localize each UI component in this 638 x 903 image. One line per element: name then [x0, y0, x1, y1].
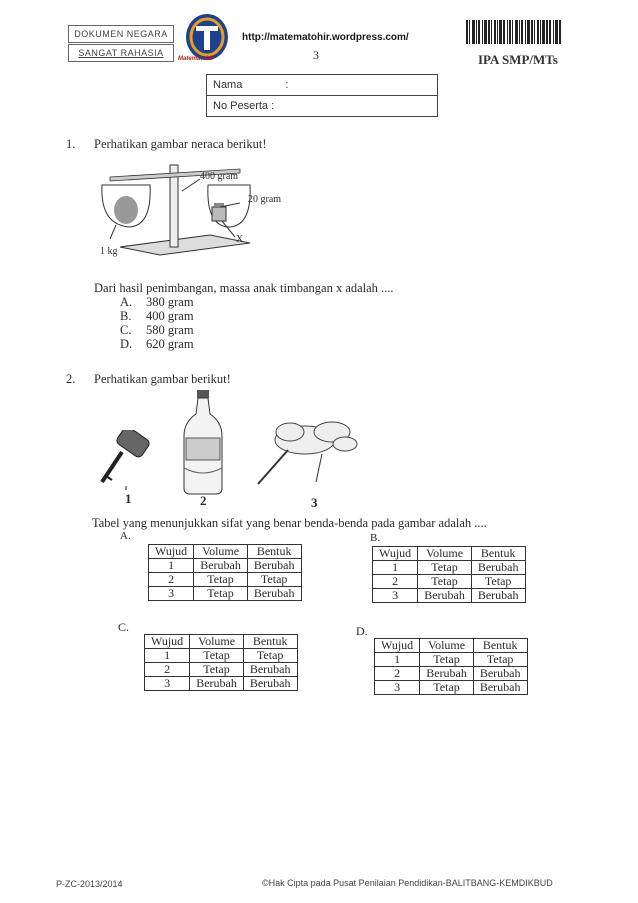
q1-prompt: Perhatikan gambar neraca berikut! — [94, 137, 267, 151]
table-option-c[interactable] — [144, 634, 298, 691]
table-row: 3 Tetap Berubah — [375, 681, 528, 695]
q1-number: 1. — [66, 137, 76, 151]
header-wujud: Wujud — [373, 547, 418, 561]
label-1-kg: 1 kg — [100, 246, 118, 257]
smoke-icon — [250, 410, 360, 490]
q2-stem: Tabel yang menunjukkan sifat yang benar benda-benda pada gambar adalah .... — [92, 516, 487, 530]
balance-scale-icon — [90, 155, 290, 265]
table-row: 2 Tetap Tetap — [373, 575, 526, 589]
fig-number-2: 2 — [200, 493, 207, 508]
page-number: 3 — [313, 48, 319, 62]
option-d-letter: D. — [356, 624, 368, 638]
table-row: 2 Tetap Tetap — [149, 573, 302, 587]
table-row: 1 Tetap Berubah — [373, 561, 526, 575]
doc-label: DOKUMEN NEGARA — [68, 25, 174, 43]
option-c-letter: C. — [118, 620, 130, 634]
table-row: 3 Berubah Berubah — [145, 677, 298, 691]
header-bentuk: Bentuk — [471, 547, 525, 561]
q1-option-c[interactable]: C. 580 gram — [120, 323, 194, 337]
header-volume: Volume — [190, 635, 244, 649]
logo-caption: Matematohir — [178, 56, 214, 62]
peserta-row[interactable] — [207, 95, 437, 116]
table-row: 1 Tetap Tetap — [145, 649, 298, 663]
table-row: 2 Berubah Berubah — [375, 667, 528, 681]
q1-option-b[interactable]: B. 400 gram — [120, 309, 194, 323]
balance-figure — [90, 155, 290, 265]
peserta-label: No Peserta : — [213, 100, 275, 112]
bottle-figure — [180, 388, 226, 498]
table-row: 1 Tetap Tetap — [375, 653, 528, 667]
table-header-row — [375, 639, 528, 653]
table-option-b[interactable] — [372, 546, 526, 603]
footer-code: P-ZC-2013/2014 — [56, 879, 123, 889]
header-wujud: Wujud — [149, 545, 194, 559]
subject-title: IPA SMP/MTs — [478, 52, 558, 67]
header-bentuk: Bentuk — [473, 639, 527, 653]
header-wujud: Wujud — [145, 635, 190, 649]
table-row: 1 Berubah Berubah — [149, 559, 302, 573]
q1-options — [120, 295, 194, 351]
source-url[interactable]: http://matematohir.wordpress.com/ — [242, 32, 409, 43]
q1-option-d[interactable]: D. 620 gram — [120, 337, 194, 351]
classification-label: SANGAT RAHASIA — [68, 44, 174, 62]
footer-copyright: ©Hak Cipta pada Pusat Penilaian Pendidikan-BALITBANG-KEMDIKBUD — [262, 878, 553, 888]
table-option-d[interactable] — [374, 638, 528, 695]
option-a-letter: A. — [120, 530, 131, 542]
q1-option-a[interactable]: A. 380 gram — [120, 295, 194, 309]
table-row: 3 Tetap Berubah — [149, 587, 302, 601]
fig-number-1: 1 — [125, 491, 132, 506]
header-wujud: Wujud — [375, 639, 420, 653]
table-header-row — [373, 547, 526, 561]
table-option-a[interactable] — [148, 544, 302, 601]
q2-prompt: Perhatikan gambar berikut! — [94, 372, 231, 386]
key-icon — [96, 430, 156, 490]
label-400-gram: 400 gram — [200, 171, 239, 182]
header-volume: Volume — [420, 639, 474, 653]
header-volume: Volume — [194, 545, 248, 559]
label-20-gram: 20 gram — [248, 194, 282, 205]
table-header-row — [145, 635, 298, 649]
fig-number-3: 3 — [311, 495, 318, 510]
key-figure — [96, 430, 156, 490]
barcode — [466, 20, 578, 44]
label-x: X — [236, 234, 244, 245]
table-header-row — [149, 545, 302, 559]
header-volume: Volume — [418, 547, 472, 561]
header-bentuk: Bentuk — [243, 635, 297, 649]
identity-box — [206, 74, 438, 117]
name-label: Nama — [213, 79, 243, 91]
table-row: 2 Tetap Berubah — [145, 663, 298, 677]
q1-stem: Dari hasil penimbangan, massa anak timbangan x adalah .... — [94, 281, 394, 295]
header-bentuk: Bentuk — [247, 545, 301, 559]
name-separator: : — [285, 79, 289, 91]
option-b-letter: B. — [370, 532, 381, 544]
bottle-icon — [180, 388, 226, 498]
table-row: 3 Berubah Berubah — [373, 589, 526, 603]
name-row[interactable] — [207, 75, 437, 95]
q2-number: 2. — [66, 372, 76, 386]
smoke-figure — [250, 410, 360, 490]
